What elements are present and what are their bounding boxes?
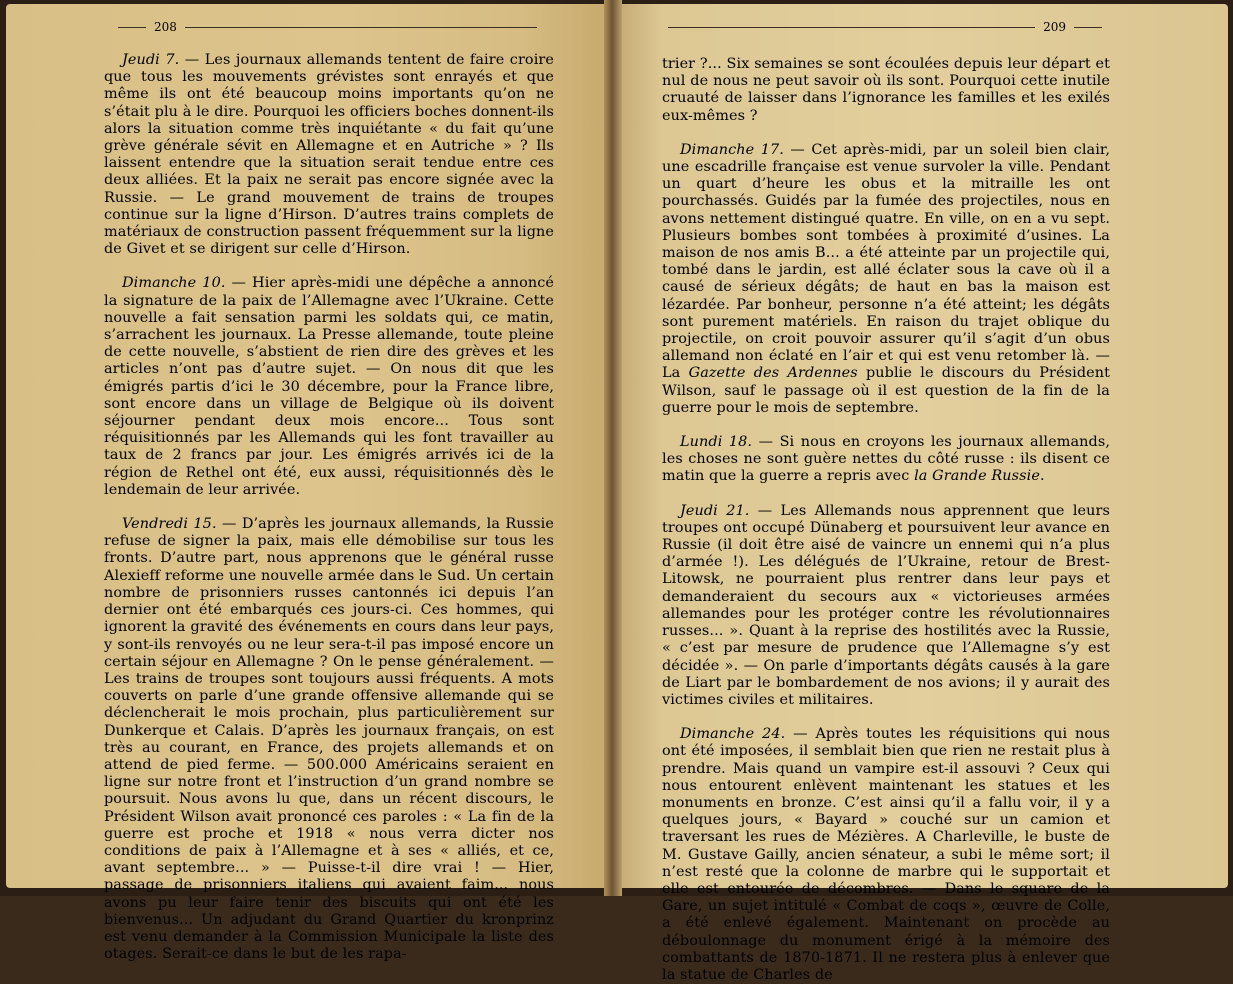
entry-italic-title: la Grande Russie bbox=[914, 468, 1040, 485]
diary-entry bbox=[662, 142, 1110, 417]
entry-italic-title: Gazette des Ardennes bbox=[688, 365, 858, 382]
diary-entry bbox=[104, 275, 554, 499]
right-page-number: 209 bbox=[1043, 20, 1066, 34]
entry-date: Dimanche 17. bbox=[680, 141, 784, 158]
diary-entry-continuation bbox=[662, 56, 1110, 125]
entry-date: Jeudi 7. bbox=[122, 52, 180, 68]
header-rule bbox=[118, 27, 146, 28]
diary-entry bbox=[662, 503, 1110, 709]
diary-entry bbox=[662, 726, 1110, 984]
entry-text: — Les Allemands nous apprennent que leurs troupes ont occupé Dünaberg et poursuivent leur avance en Russie (il doit être aisé de vaincre un ennemi qui n’a plus d’armée !). Les délégués de l’Ukraine, retour de Brest-Litowsk, ne pourraient plus rentrer dans leur pays et demanderaient du secours aux « victorieuses armées allemandes pour les protéger contre les révolutionnaires russes... ». Quant à la reprise des hostilités avec la Russie, « c’est par mesure de prudence que l’Allemagne s’y est décidée ». — On parle d’importants dégâts causés à la gare de Liart par le bombardement de nos avions; il y aurait des victimes civiles et militaires. bbox=[662, 502, 1110, 708]
left-page-number: 208 bbox=[154, 20, 177, 34]
header-rule bbox=[185, 27, 537, 28]
entry-text: trier ?... Six semaines se sont écoulées depuis leur départ et nul de nous ne peut savoir où ils sont. Pourquoi cette inutile cruauté de laisser dans l’ignorance les familles et les exilés eux-mêmes ? bbox=[662, 56, 1110, 124]
diary-entry bbox=[104, 516, 554, 963]
entry-text: — Après toutes les réquisitions qui nous ont été imposées, il semblait bien que rien ne restait plus à prendre. Mais quand un vampire est-il assouvi ? Ceux qui nous entourent enlèvent maintenant les statues et les monuments en bronze. C’est ainsi qu’il a fallu voir, il y a quelques jours, « Bayard » couché sur un camion et traversant les rues de Mézières. A Charleville, le buste de M. Gustave Gailly, ancien sénateur, a subi le même sort; il n’est resté que la colonne de marbre qui le supportait et elle est entourée de décombres. — Dans le square de la Gare, un sujet intitulé « Combat de coqs », œuvre de Colle, a été enlevé également. Maintenant on procède au déboulonnage du monument érigé à la mémoire des combattants de 1870-1871. Il ne restera plus à enlever que la statue de Charles de bbox=[662, 726, 1110, 983]
entry-text-after: publie le discours du Président Wilson, sauf le passage où il est question de la fin de la guerre pour le mois de septembre. bbox=[662, 365, 1110, 416]
header-rule bbox=[1074, 27, 1102, 28]
header-rule bbox=[668, 27, 1035, 28]
entry-date: Dimanche 24. bbox=[680, 726, 786, 743]
entry-text: — Si nous en croyons les journaux allemands, les choses ne sont guère nettes du côté russe : ils disent ce matin que la guerre a repris avec bbox=[662, 434, 1110, 485]
entry-text: — Cet après-midi, par un soleil bien clair, une escadrille française est venue survoler la ville. Pendant un quart d’heure les obus et la mitraille les ont pourchassés. Guidés par la fumée des projectiles, nous en avons nettement distingué quatre. En ville, on en a vu sept. Plusieurs bombes sont tombées à proximité d’usines. La maison de nos amis B... a été atteinte par un projectile qui, tombé dans le jardin, est allé éclater sous la cave où il a causé de sérieux dégâts; de haut en bas la maison est lézardée. Par bonheur, personne n’a été atteint; les dégâts sont purement matériels. En raison du trajet oblique du projectile, on croit pouvoir assurer qu’il s’agit d’un obus allemand non éclaté en l’air et qui est venu retomber là. — La bbox=[662, 141, 1110, 382]
entry-text-after: . bbox=[1039, 468, 1045, 485]
entry-date: Dimanche 10. bbox=[122, 275, 226, 292]
left-page-text bbox=[104, 52, 554, 963]
right-page-header bbox=[660, 20, 1110, 34]
left-page-header bbox=[110, 20, 545, 34]
entry-text: — Les journaux allemands tentent de faire croire que tous les mouvements grévistes sont enrayés et que même ils ont été beaucoup moins importants qu’on ne s’était plu à le dire. Pourquoi les officiers boches donnent-ils alors la situation comme très inquiétante « du fait qu’une grève générale sévit en Allemagne et en Autriche » ? Ils laissent entendre que la situation serait tendue entre ces deux alliées. Et la paix ne serait pas encore signée avec la Russie. — Le grand mouvement de trains de troupes continue sur la ligne d’Hirson. D’autres trains complets de matériaux de construction passent fréquemment sur la ligne de Givet et se dirigent sur celle d’Hirson. bbox=[104, 52, 554, 258]
diary-entry bbox=[104, 52, 554, 258]
entry-date: Jeudi 21. bbox=[680, 502, 750, 519]
entry-text: — Hier après-midi une dépêche a annoncé la signature de la paix de l’Allemagne avec l’Ukraine. Cette nouvelle a fait sensation parmi les soldats qui, ce matin, s’arrachent les journaux. La Presse allemande, toute pleine de cette nouvelle, s’abstient de rien dire des grèves et les articles n’ont pas d’autre sujet. — On nous dit que les émigrés partis d’ici le 30 décembre, pour la France libre, sont encore dans un village de Belgique où ils doivent séjourner pendant deux mois encore... Tous sont réquisitionnés par les Allemands qui les font travailler au taux de 2 francs par jour. Les émigrés arrivés ici de la région de Rethel ont été, eux aussi, réquisitionnés dès le lendemain de leur arrivée. bbox=[104, 275, 555, 498]
right-page-text bbox=[662, 56, 1110, 984]
entry-date: Lundi 18. bbox=[680, 434, 753, 451]
entry-date: Vendredi 15. bbox=[122, 516, 217, 533]
book-gutter bbox=[604, 0, 622, 896]
diary-entry bbox=[662, 434, 1110, 486]
entry-text: — D’après les journaux allemands, la Russie refuse de signer la paix, mais elle démobilise sur tous les fronts. D’autre part, nous apprenons que le général russe Alexieff reforme une nouvelle armée dans le Sud. Un certain nombre de prisonniers russes cantonnés ici depuis l’an dernier ont été embarqués ces jours-ci. Ces hommes, qui ignorent la gravité des événements en cours dans leur pays, y sont-ils renvoyés ou ne leur sera-t-il pas imposé encore un certain séjour en Allemagne ? On le pense généralement. — Les trains de troupes sont toujours aussi fréquents. A mots couverts on parle d’une grande offensive allemande qui se déclencherait le mois prochain, plus particulièrement sur Dunkerque et Calais. D’après les journaux français, on est très au courant, en France, des projets allemands et on attend de pied ferme. — 500.000 Américains seraient en ligne sur notre front et l’instruction d’un grand nombre se poursuit. Nous avons lu que, dans un récent discours, le Président Wilson avait prononcé ces paroles : « La fin de la guerre est proche et 1918 « nous verra dicter nos conditions de paix à l’Allemagne et à ses « alliés, et ce, avant septembre... » — Puisse-t-il dire vrai ! — Hier, passage de prisonniers italiens qui avaient faim... nous avons pu leur faire tenir des biscuits qui ont été les bienvenus... Un adjudant du Grand Quartier du kronprinz est venu demander à la Commission Municipale la liste des otages. Serait-ce dans le but de les rapa- bbox=[104, 516, 554, 963]
